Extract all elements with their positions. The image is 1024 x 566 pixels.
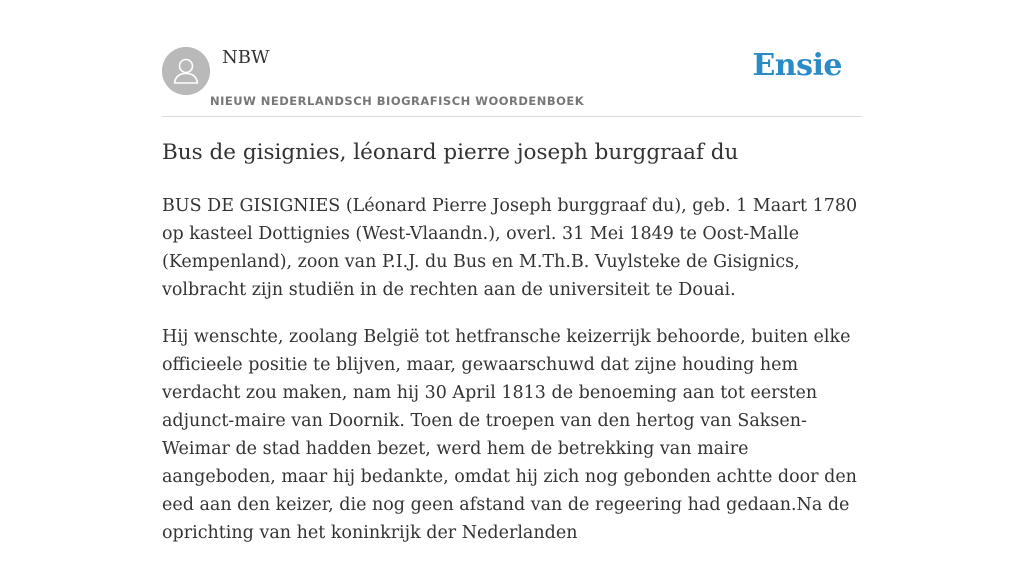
- user-avatar-icon[interactable]: [162, 47, 210, 95]
- article-paragraph: BUS DE GISIGNIES (Léonard Pierre Joseph burggraaf du), geb. 1 Maart 1780 op kasteel Dottignies (West-Vlaandn.), overl. 31 Mei 1849 te Oost-Malle (Kempenland), zoon van P.I.J. du Bus en M.Th.B. Vuylsteke de Gisignics, volbracht zijn studiën in de rechten aan de universiteit te Douai.: [162, 196, 858, 300]
- article-header: [162, 46, 862, 117]
- author-name[interactable]: NBW: [222, 47, 270, 68]
- article-body: [162, 192, 862, 566]
- article-paragraph: Hij wenschte, zoolang België tot hetfransche keizerrijk behoorde, buiten elke officieele positie te blijven, maar, gewaarschuwd dat zijne houding hem verdacht zou maken, nam hij 30 April 1813 de benoeming aan tot eersten adjunct-maire van Doornik. Toen de troepen van den hertog van Saksen-Weimar de stad hadden bezet, werd hem de betrekking van maire aangeboden, maar hij bedankte, omdat hij zich nog gebonden achtte door den eed aan den keizer, die nog geen afstand van de regeering had gedaan.Na de oprichting van het koninkrijk der Nederlanden: [162, 327, 857, 543]
- source-subtitle[interactable]: NIEUW NEDERLANDSCH BIOGRAFISCH WOORDENBOEK: [210, 94, 585, 108]
- ensie-logo[interactable]: Ensie: [752, 48, 842, 83]
- article-title: Bus de gisignies, léonard pierre joseph burggraaf du: [162, 140, 739, 165]
